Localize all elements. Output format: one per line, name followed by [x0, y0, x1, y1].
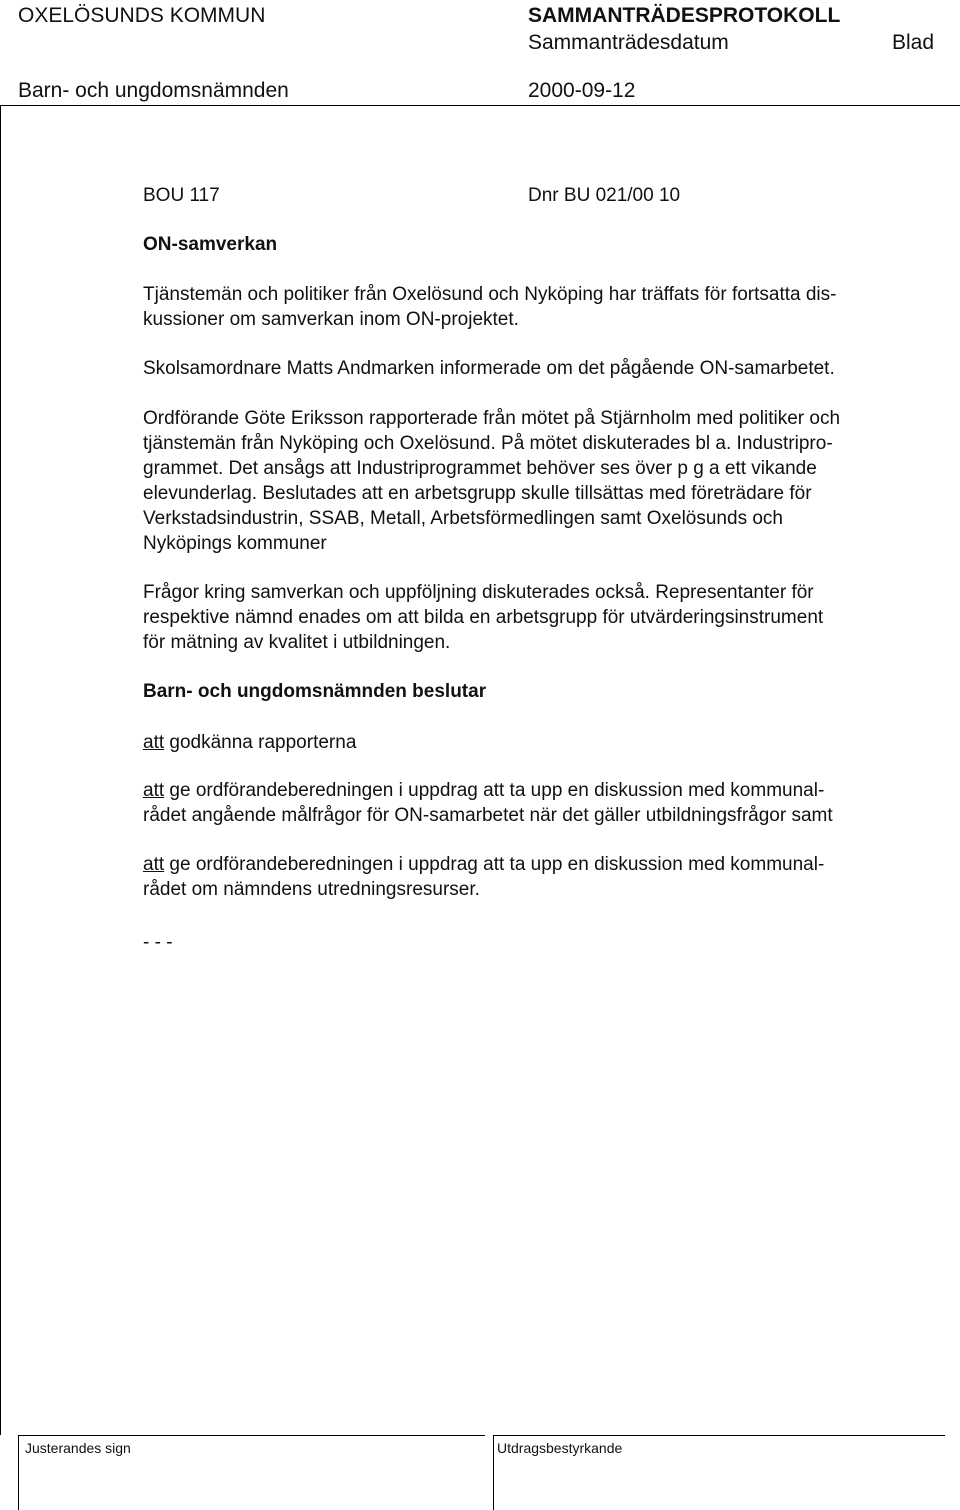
case-title: ON-samverkan [143, 234, 278, 255]
end-marker: - - - [143, 932, 173, 953]
att-keyword: att [143, 854, 165, 875]
paragraph-3-line: tjänstemän från Nyköping och Oxelösund. På mötet diskuterades bl a. Industripro- [143, 433, 833, 454]
footer-box-left-edge [18, 1435, 19, 1510]
paragraph-4 [143, 580, 943, 655]
paragraph-3-line: elevunderlag. Beslutades att en arbetsgrupp skulle tillsättas med företrädare för [143, 483, 812, 504]
justerandes-sign-label: Justerandes sign [25, 1440, 131, 1456]
case-number: BOU 117 [143, 185, 220, 206]
paragraph-2-line: Skolsamordnare Matts Andmarken informerade om det pågående ON-samarbetet. [143, 358, 835, 379]
decision-item-1 [143, 730, 943, 755]
utdragsbestyrkande-label: Utdragsbestyrkande [497, 1440, 623, 1456]
decision-item-1-text: godkänna rapporterna [164, 732, 357, 753]
meeting-date: 2000-09-12 [528, 79, 636, 102]
paragraph-1 [143, 282, 943, 332]
paragraph-3 [143, 406, 943, 556]
paragraph-1-line: kussioner om samverkan inom ON-projektet. [143, 309, 519, 330]
org-name: OXELÖSUNDS KOMMUN [18, 4, 266, 27]
committee-name: Barn- och ungdomsnämnden [18, 79, 289, 102]
page-label: Blad [892, 31, 935, 54]
paragraph-4-line: Frågor kring samverkan och uppföljning diskuterades också. Representanter för [143, 582, 814, 603]
paragraph-3-line: Nyköpings kommuner [143, 533, 327, 554]
paragraph-3-line: Ordförande Göte Eriksson rapporterade från mötet på Stjärnholm med politiker och [143, 408, 841, 429]
decision-heading: Barn- och ungdomsnämnden beslutar [143, 681, 487, 702]
date-label: Sammanträdesdatum [528, 31, 729, 54]
document-type: SAMMANTRÄDESPROTOKOLL [528, 4, 841, 27]
decision-item-3-text: ge ordförandeberedningen i uppdrag att ta upp en diskussion med kommunal- [164, 854, 825, 875]
header-rule-right [523, 105, 960, 106]
footer-rule-left [18, 1435, 485, 1436]
decision-item-3 [143, 852, 943, 902]
decision-item-2-text: ge ordförandeberedningen i uppdrag att ta upp en diskussion med kommunal- [164, 780, 825, 801]
footer-box-divider [493, 1435, 494, 1510]
decision-item-2-text: rådet angående målfrågor för ON-samarbetet när det gäller utbildningsfrågor samt [143, 805, 833, 826]
paragraph-3-line: Verkstadsindustrin, SSAB, Metall, Arbetsförmedlingen samt Oxelösunds och [143, 508, 783, 529]
footer-rule-right [493, 1435, 945, 1436]
paragraph-4-line: för mätning av kvalitet i utbildningen. [143, 632, 451, 653]
paragraph-3-line: grammet. Det ansågs att Industriprogrammet behöver ses över p g a ett vikande [143, 458, 817, 479]
paragraph-1-line: Tjänstemän och politiker från Oxelösund och Nyköping har träffats för fortsatta dis- [143, 284, 837, 305]
att-keyword: att [143, 780, 165, 801]
decision-item-2 [143, 778, 943, 828]
left-margin-rule [0, 105, 1, 1435]
paragraph-2 [143, 356, 943, 381]
case-dnr: Dnr BU 021/00 10 [528, 185, 681, 206]
header-rule-left [0, 105, 523, 106]
att-keyword: att [143, 732, 165, 753]
decision-item-3-text: rådet om nämndens utredningsresurser. [143, 879, 480, 900]
paragraph-4-line: respektive nämnd enades om att bilda en arbetsgrupp för utvärderingsinstrument [143, 607, 824, 628]
